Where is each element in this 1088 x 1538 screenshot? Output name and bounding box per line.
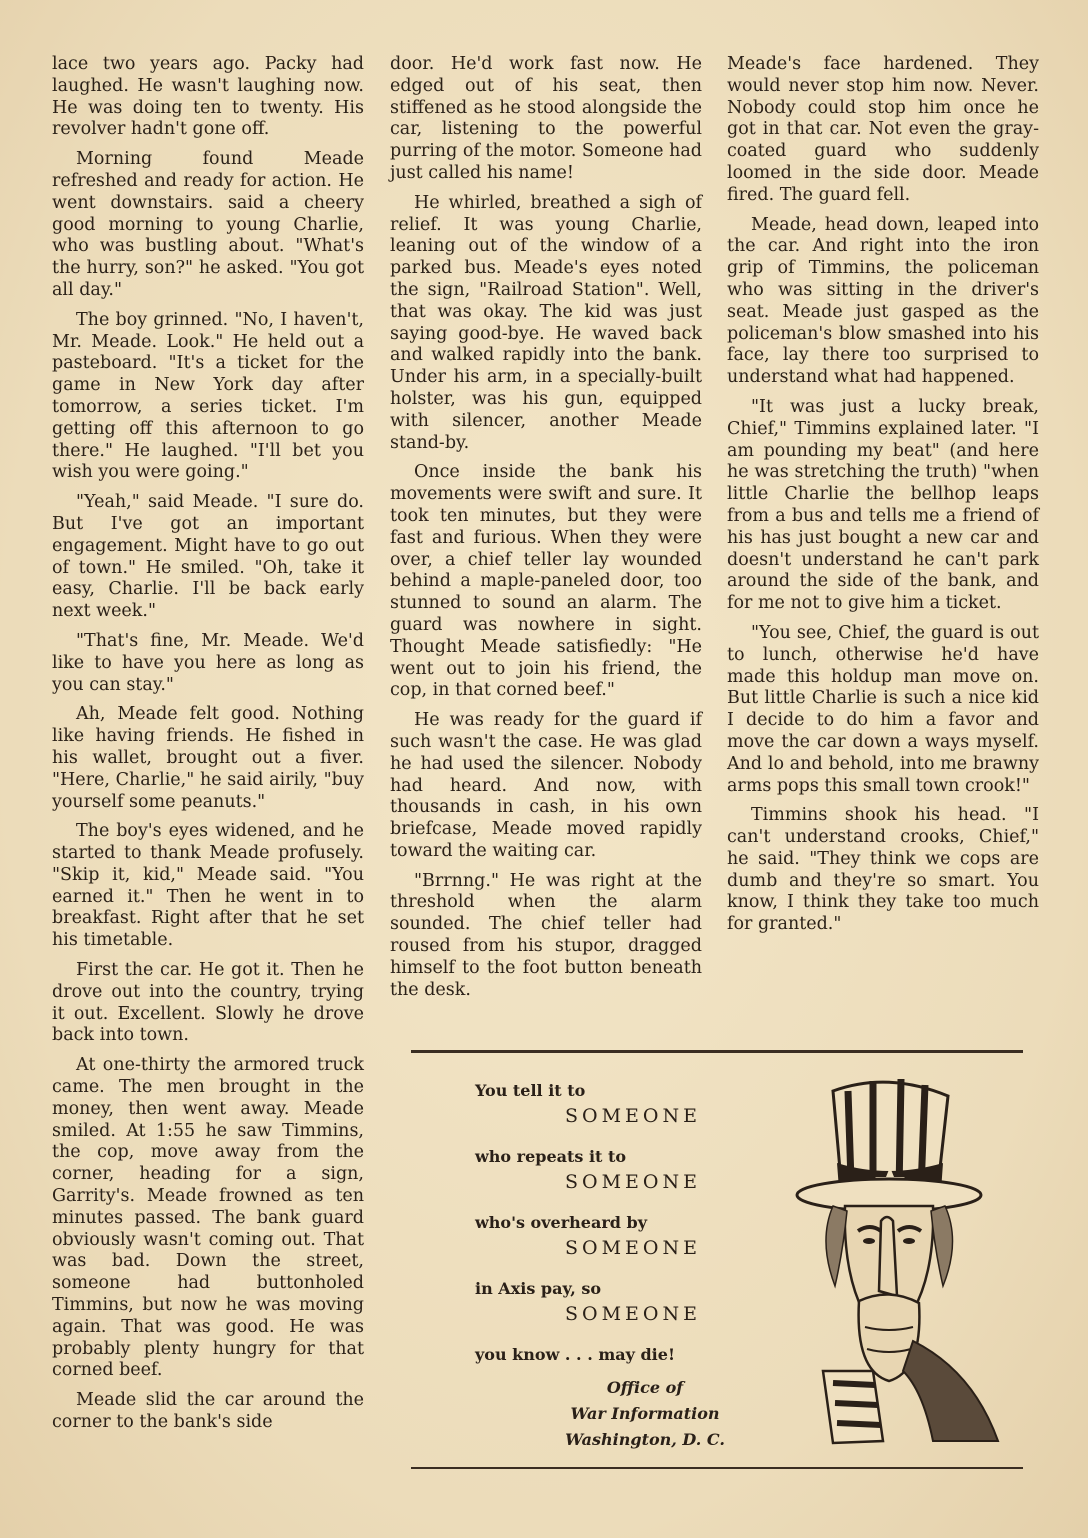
story-paragraph: He whirled, breathed a sigh of relief. It was young Charlie, leaning out of the window of a parked bus. Meade's eyes noted the sign, "Railroad Station". Well, that was okay. The kid was just saying good-bye. He waved back and walked rapidly into the bank. Under his arm, in a specially-built holster, was his gun, equipped with silencer, another Meade stand-by. [390, 192, 702, 453]
ad-text [475, 1081, 765, 1453]
story-paragraph: Once inside the bank his movements were swift and sure. It took ten minutes, but they were fast and furious. When they were over, a chief teller lay wounded behind a maple-paneled door, too stunned to sound an alarm. The guard was nowhere in sight. Thought Meade satisfiedly: "He went out to join his friend, the cop, in that corned beef." [390, 462, 702, 701]
ad-line: who repeats it to [475, 1147, 627, 1166]
ad-signature-agency: War Information [570, 1404, 720, 1423]
ad-someone: SOMEONE [565, 1105, 701, 1127]
ad-signature-office: Office of [606, 1378, 684, 1397]
text-column-2 [390, 54, 702, 1009]
text-column-3 [727, 54, 1039, 944]
ad-someone: SOMEONE [565, 1171, 701, 1193]
story-paragraph: He was ready for the guard if such wasn't the case. He was glad he had used the silencer. Nobody had heard. And now, with thousands in cash, in his own briefcase, Meade moved rapidly toward the waiting car. [390, 710, 702, 861]
ad-line: in Axis pay, so [475, 1279, 602, 1298]
ad-line: You tell it to [475, 1081, 586, 1100]
story-paragraph: "Brrnng." He was right at the threshold when the alarm sounded. The chief teller had roused from his stupor, dragged himself to the foot button beneath the desk. [390, 870, 702, 1000]
story-paragraph: "You see, Chief, the guard is out to lunch, otherwise he'd have made this holdup man move on. But little Charlie is such a nice kid I decide to do him a favor and move the car down a ways myself. And lo and behold, into me brawny arms pops this small town crook!" [727, 622, 1039, 796]
story-paragraph: Meade, head down, leaped into the car. And right into the iron grip of Timmins, the policeman who was sitting in the driver's seat. Meade just gasped as the policeman's blow smashed into his face, lay there too surprised to understand what had happened. [727, 214, 1039, 388]
uncle-sam-illustration [763, 1071, 1013, 1451]
story-paragraph: Morning found Meade refreshed and ready for action. He went downstairs. said a cheery good morning to young Charlie, who was bustling about. "What's the hurry, son?" he asked. "You got all day." [52, 149, 364, 300]
story-paragraph: "That's fine, Mr. Meade. We'd like to have you here as long as you can stay." [52, 630, 364, 695]
story-paragraph: door. He'd work fast now. He edged out of his seat, then stiffened as he stood alongside the car, listening to the powerful purring of the motor. Someone had just called his name! [390, 54, 703, 183]
story-paragraph: Timmins shook his head. "I can't understand crooks, Chief," he said. "They think we cops are dumb and they're so smart. You know, I think they take too much for granted." [727, 805, 1039, 935]
ad-line: who's overheard by [475, 1213, 647, 1232]
story-paragraph: "Yeah," said Meade. "I sure do. But I've got an important engagement. Might have to go out of town." He smiled. "Oh, take it easy, Charlie. I'll be back early next week." [52, 492, 364, 622]
story-paragraph: At one-thirty the armored truck came. The men brought in the money, then went away. Meade smiled. At 1:55 he saw Timmins, the cop, move away from the corner, heading for a sign, Garrity's. Meade frowned as ten minutes passed. The bank guard obviously wasn't coming out. That was bad. Down the street, someone had buttonholed Timmins, but now he was moving again. That was good. He was probably plenty hungry for that corned beef. [52, 1055, 364, 1381]
story-paragraph: First the car. He got it. Then he drove out into the country, trying it out. Excellent. Slowly he drove back into town. [52, 960, 364, 1046]
ad-someone: SOMEONE [565, 1303, 701, 1325]
story-paragraph: The boy grinned. "No, I haven't, Mr. Meade. Look." He held out a pasteboard. "It's a ticket for the game in New York day after tomorrow, a series ticket. I'm getting off this afternoon to go there." He laughed. "I'll bet you wish you were going." [52, 309, 364, 483]
story-paragraph: Meade's face hardened. They would never stop him now. Never. Nobody could stop him once he got in that car. Not even the gray-coated guard who suddenly loomed in the side door. Meade fired. The guard fell. [727, 54, 1039, 205]
ad-someone: SOMEONE [565, 1237, 701, 1259]
story-paragraph: lace two years ago. Packy had laughed. He wasn't laughing now. He was doing ten to twenty. His revolver hadn't gone off. [52, 54, 364, 140]
ad-warning: you know . . . may die! [475, 1345, 675, 1364]
text-column-1 [52, 54, 364, 1442]
story-paragraph: Meade slid the car around the corner to the bank's side [52, 1390, 364, 1433]
story-paragraph: Ah, Meade felt good. Nothing like having friends. He fished in his wallet, brought out a fiver. "Here, Charlie," he said airily, "buy yourself some peanuts." [52, 704, 364, 812]
owi-advertisement [411, 1050, 1023, 1469]
story-paragraph: The boy's eyes widened, and he started to thank Meade profusely. "Skip it, kid," Meade said. "You earned it." Then he went in to breakfast. Right after that he set his timetable. [52, 821, 364, 951]
story-paragraph: "It was just a lucky break, Chief," Timmins explained later. "I am pounding my beat" (and here he was stretching the truth) "when little Charlie the bellhop leaps from a bus and tells me a friend of his has just bought a new car and doesn't understand he can't park around the side of the bank, and for me not to give him a ticket. [727, 396, 1039, 614]
ad-signature-city: Washington, D. C. [565, 1430, 725, 1449]
